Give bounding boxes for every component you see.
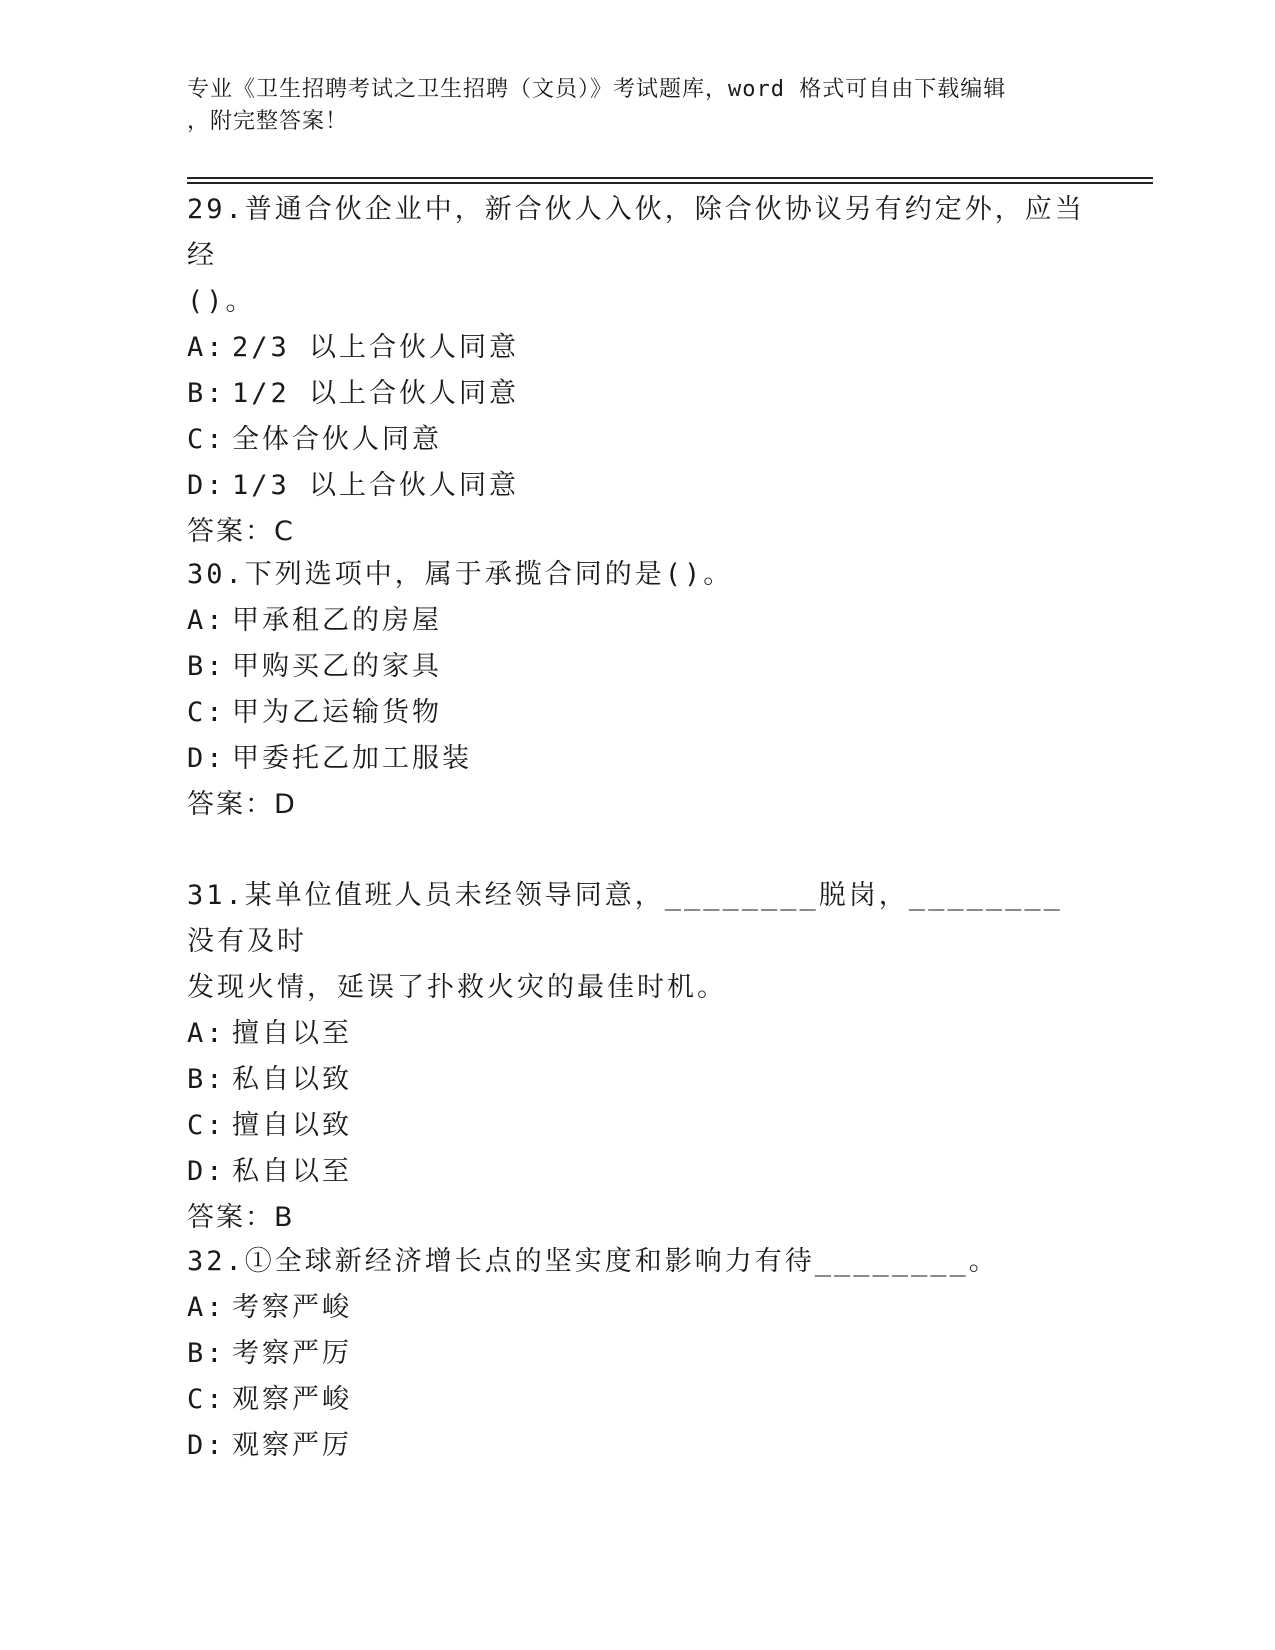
answer-line: 答案：D <box>187 789 297 820</box>
option-letter: B: <box>187 1064 226 1095</box>
option-letter: D: <box>187 1156 226 1187</box>
question-30 <box>187 552 1087 828</box>
option-c <box>187 417 1087 463</box>
header-line-1: 专业《卫生招聘考试之卫生招聘（文员）》考试题库，word 格式可自由下载编辑 <box>187 77 1007 102</box>
option-c <box>187 1103 1087 1149</box>
option-letter: B: <box>187 1338 226 1369</box>
option-b <box>187 371 1087 417</box>
answer-line: 答案：C <box>187 516 295 547</box>
option-letter: D: <box>187 1430 226 1461</box>
option-letter: A: <box>187 605 226 636</box>
document-header <box>187 74 1067 138</box>
answer-line: 答案：B <box>187 1202 295 1233</box>
option-d <box>187 463 1087 509</box>
option-text: 私自以至 <box>232 1156 352 1187</box>
option-text: 2/3 以上合伙人同意 <box>232 332 520 363</box>
option-a <box>187 598 1087 644</box>
question-32 <box>187 1239 1087 1469</box>
option-letter: B: <box>187 651 226 682</box>
question-stem-line-1: 32.①全球新经济增长点的坚实度和影响力有待________。 <box>187 1246 999 1277</box>
option-letter: A: <box>187 332 226 363</box>
question-stem <box>187 187 1087 325</box>
question-29 <box>187 187 1087 555</box>
option-text: 1/2 以上合伙人同意 <box>232 378 520 409</box>
header-divider-top <box>187 177 1153 179</box>
option-c <box>187 690 1087 736</box>
option-text: 观察严厉 <box>232 1430 352 1461</box>
option-d <box>187 1149 1087 1195</box>
option-text: 甲为乙运输货物 <box>232 697 442 728</box>
option-text: 1/3 以上合伙人同意 <box>232 470 520 501</box>
option-letter: C: <box>187 1110 226 1141</box>
option-text: 甲承租乙的房屋 <box>232 605 442 636</box>
option-text: 甲委托乙加工服装 <box>232 743 472 774</box>
question-stem-line-1: 31.某单位值班人员未经领导同意，________脱岗，________没有及时 <box>187 880 1063 957</box>
question-31 <box>187 873 1087 1241</box>
option-a <box>187 325 1087 371</box>
question-stem <box>187 552 1087 598</box>
option-d <box>187 736 1087 782</box>
option-text: 考察严厉 <box>232 1338 352 1369</box>
option-c <box>187 1377 1087 1423</box>
option-a <box>187 1285 1087 1331</box>
question-stem-line-1: 30.下列选项中，属于承揽合同的是()。 <box>187 559 734 590</box>
option-letter: C: <box>187 1384 226 1415</box>
option-letter: B: <box>187 378 226 409</box>
option-letter: A: <box>187 1018 226 1049</box>
option-b <box>187 644 1087 690</box>
option-text: 全体合伙人同意 <box>232 424 442 455</box>
option-letter: D: <box>187 470 226 501</box>
question-stem <box>187 873 1087 1011</box>
option-letter: D: <box>187 743 226 774</box>
option-d <box>187 1423 1087 1469</box>
question-stem-line-2: 发现火情，延误了扑救火灾的最佳时机。 <box>187 972 727 1003</box>
option-letter: C: <box>187 697 226 728</box>
option-letter: C: <box>187 424 226 455</box>
option-b <box>187 1331 1087 1377</box>
option-text: 甲购买乙的家具 <box>232 651 442 682</box>
option-text: 观察严峻 <box>232 1384 352 1415</box>
header-divider-bottom <box>187 182 1153 184</box>
option-letter: A: <box>187 1292 226 1323</box>
question-stem-line-1: 29.普通合伙企业中，新合伙人入伙，除合伙协议另有约定外，应当经 <box>187 194 1085 271</box>
question-stem <box>187 1239 1087 1285</box>
option-text: 私自以致 <box>232 1064 352 1095</box>
option-a <box>187 1011 1087 1057</box>
option-b <box>187 1057 1087 1103</box>
question-stem-line-2: ()。 <box>187 286 256 317</box>
header-line-2: ，附完整答案！ <box>187 109 349 134</box>
option-text: 考察严峻 <box>232 1292 352 1323</box>
option-text: 擅自以至 <box>232 1018 352 1049</box>
option-text: 擅自以致 <box>232 1110 352 1141</box>
